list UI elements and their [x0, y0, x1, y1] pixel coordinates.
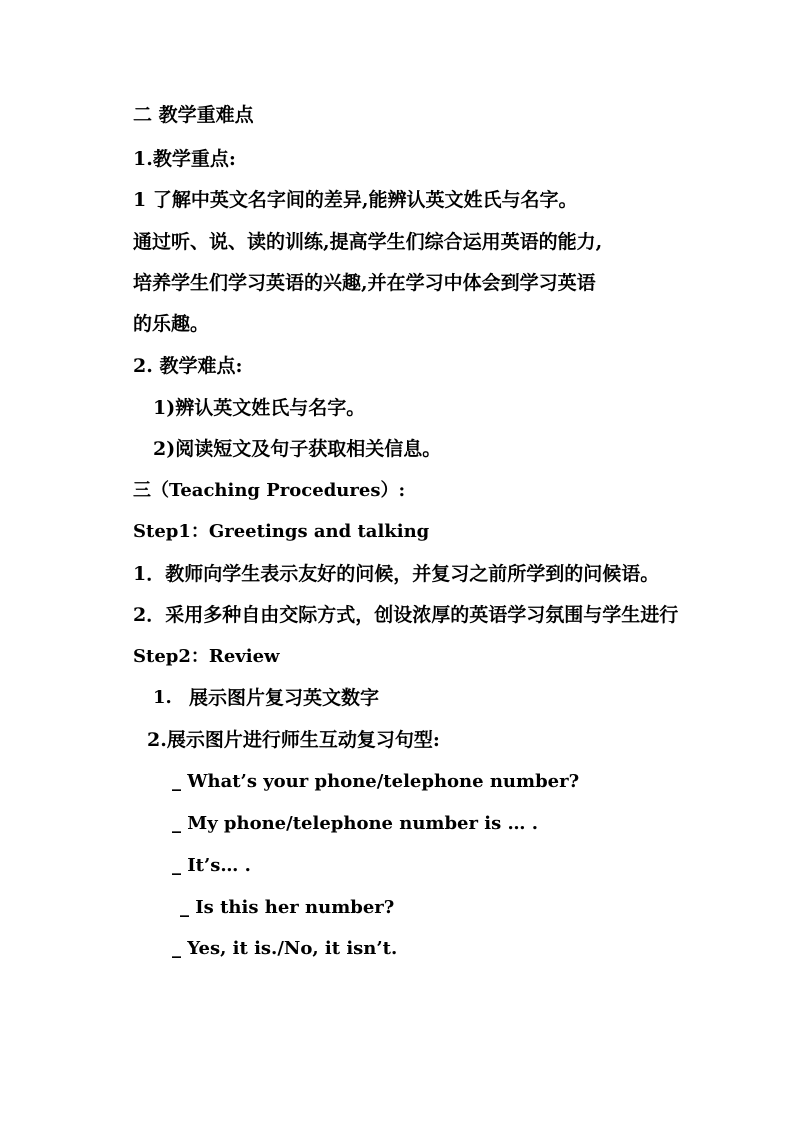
difficulty-2: 2)阅读短文及句子获取相关信息。 — [153, 438, 442, 460]
key-point-2-line-2: 培养学生们学习英语的兴趣,并在学习中体会到学习英语 — [133, 272, 596, 294]
step1-item-2: 2．采用多种自由交际方式，创设浓厚的英语学习氛围与学生进行 — [133, 604, 679, 626]
dialog-line-2: _ My phone/telephone number is … . — [172, 813, 539, 834]
step2-title: Step2：Review — [133, 646, 280, 667]
step2-item-2: 2.展示图片进行师生互动复习句型: — [147, 729, 440, 751]
key-point-1: 1 了解中英文名字间的差异,能辨认英文姓氏与名字。 — [133, 189, 578, 211]
step2-item-1-number: 1. — [153, 687, 172, 708]
key-point-2-line-3: 的乐趣。 — [133, 313, 210, 335]
section-heading-teaching-procedures: 三（Teaching Procedures）: — [133, 480, 406, 501]
difficulty-1: 1)辨认英文姓氏与名字。 — [153, 397, 366, 419]
step1-title: Step1：Greetings and talking — [133, 521, 430, 542]
dialog-line-5: _ Yes, it is./No, it isn’t. — [172, 938, 398, 959]
step1-item-1: 1．教师向学生表示友好的问候，并复习之前所学到的问候语。 — [133, 563, 660, 585]
step2-item-1-text: 展示图片复习英文数字 — [189, 687, 380, 709]
key-point-2-line-1: 通过听、说、读的训练,提高学生们综合运用英语的能力, — [133, 231, 603, 253]
section-heading-key-difficult-points: 二 教学重难点 — [133, 104, 254, 126]
dialog-line-4: _ Is this her number? — [180, 897, 395, 918]
dialog-line-1: _ What’s your phone/telephone number? — [172, 771, 580, 792]
difficulties-title: 2. 教学难点: — [133, 355, 243, 377]
dialog-line-3: _ It’s… . — [172, 855, 251, 876]
key-points-title: 1.教学重点: — [133, 148, 236, 170]
